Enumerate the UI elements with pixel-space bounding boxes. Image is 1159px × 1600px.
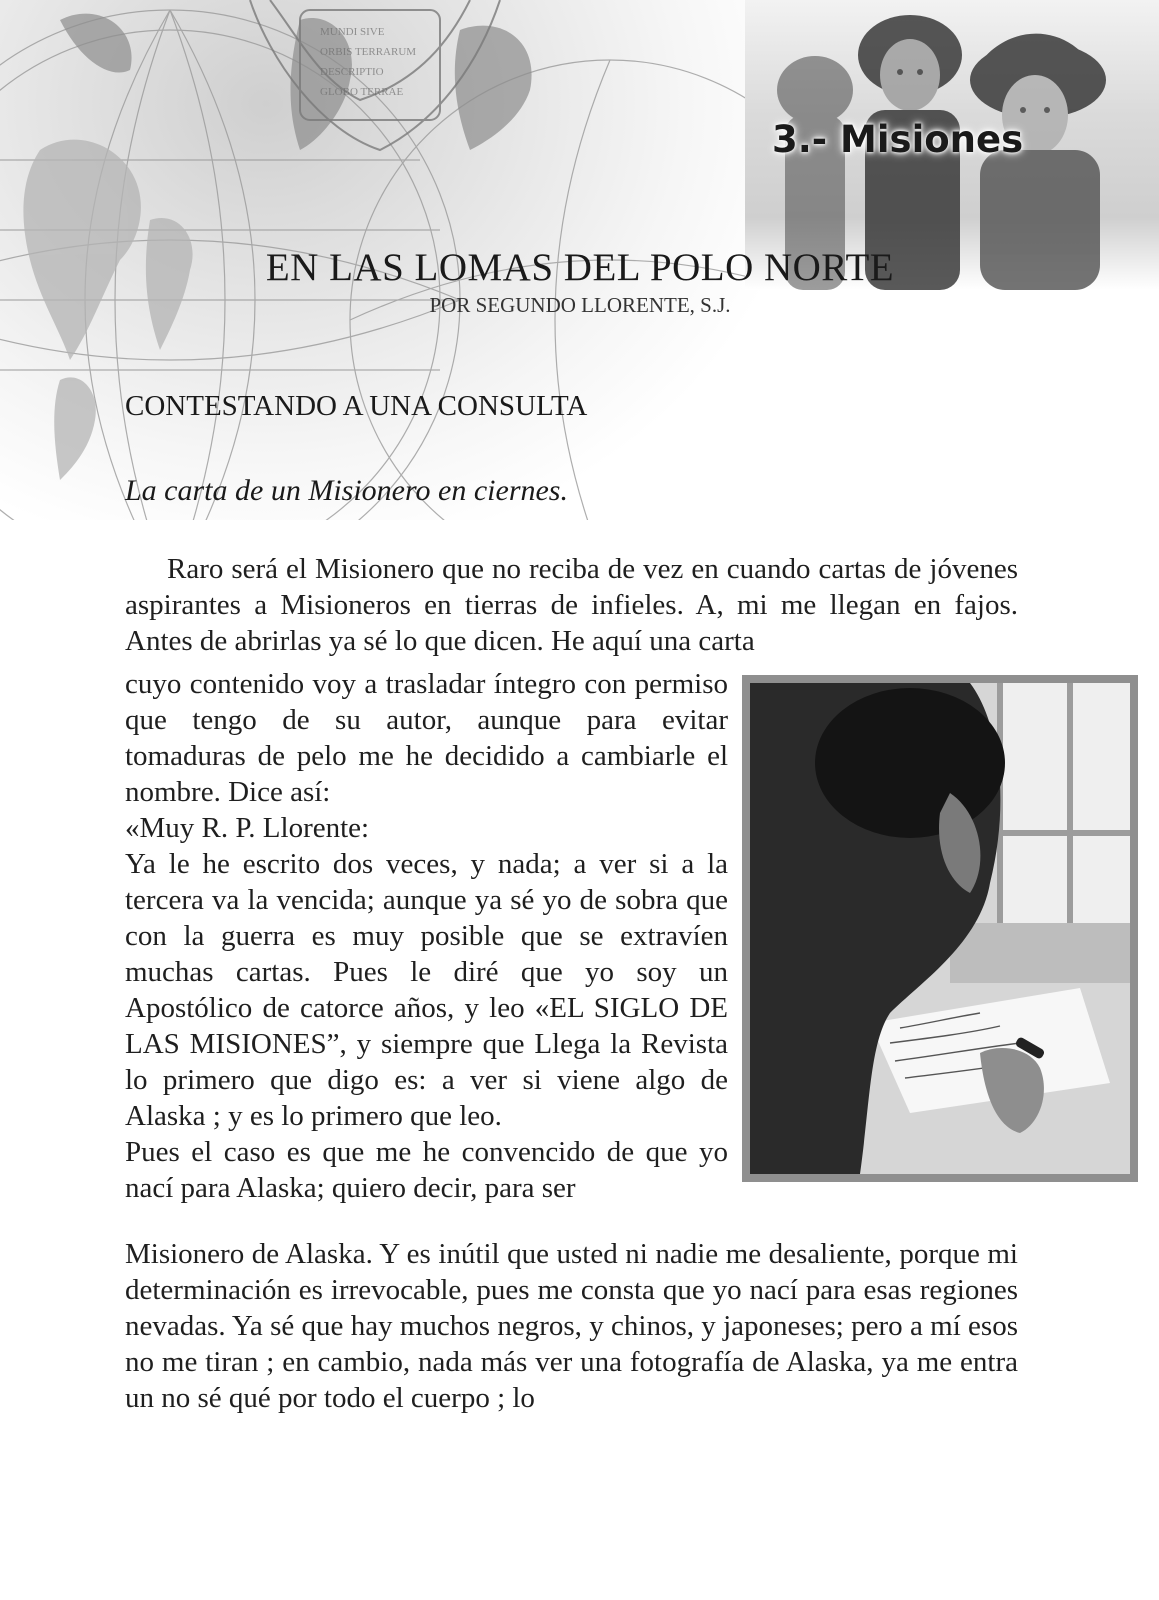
article-title: EN LAS LOMAS DEL POLO NORTE [265, 246, 895, 289]
closing-paragraph-block [125, 1236, 1018, 1416]
intro-paragraph-block [125, 551, 1018, 659]
svg-text:MUNDI SIVE: MUNDI SIVE [320, 26, 385, 38]
narrow-paragraph: Pues el caso es que me he convencido de que yo nací para Alaska; quiero decir, para ser [125, 1136, 728, 1204]
boy-writing-photo-frame [742, 675, 1138, 1182]
article-byline: POR SEGUNDO LLORENTE, S.J. [429, 293, 731, 317]
narrow-text-block [125, 666, 728, 1206]
narrow-paragraph: Ya le he escrito dos veces, y nada; a ver si a la tercera va la vencida; aunque ya sé yo de sobra que con la guerra es muy posible que se extravíen muchas cartas. Pues le diré que yo soy un Apostólico de catorce años, y leo «EL SIGLO DE LAS MISIONES”, y siempre que Llega la Revista lo primero que digo es: a ver si viene algo de Alaska ; y es lo primero que leo. [125, 848, 728, 1132]
section-heading: CONTESTANDO A UNA CONSULTA [125, 390, 588, 422]
svg-text:ORBIS TERRARUM: ORBIS TERRARUM [320, 46, 417, 58]
svg-text:DESCRIPTIO: DESCRIPTIO [320, 66, 384, 78]
svg-text:GLOBO TERRAE: GLOBO TERRAE [320, 86, 404, 98]
intro-paragraph: Raro será el Misionero que no reciba de vez en cuando cartas de jóvenes aspirantes a Misioneros en tierras de infieles. A, mi me llegan en fajos. Antes de abrirlas ya sé lo que dicen. He aquí una carta [125, 553, 1018, 657]
salutation: «Muy R. P. Llorente: [125, 812, 370, 844]
section-label: 3.- Misiones [772, 118, 1024, 161]
closing-paragraph: Misionero de Alaska. Y es inútil que usted ni nadie me desaliente, porque mi determinación es irrevocable, pues me consta que yo nací para esas regiones nevadas. Ya sé que hay muchos negros, y chinos, y japoneses; pero a mí esos no me tiran ; en cambio, nada más ver una fotografía de Alaska, ya me entra un no sé qué por todo el cuerpo ; lo [125, 1238, 1018, 1414]
narrow-paragraph: cuyo contenido voy a trasladar íntegro con permiso que tengo de su autor, aunque para evitar tomaduras de pelo me he decidido a cambiarle el nombre. Dice así: [125, 668, 728, 808]
boy-writing-photo [750, 683, 1130, 1174]
subheading: La carta de un Misionero en ciernes. [125, 474, 568, 507]
